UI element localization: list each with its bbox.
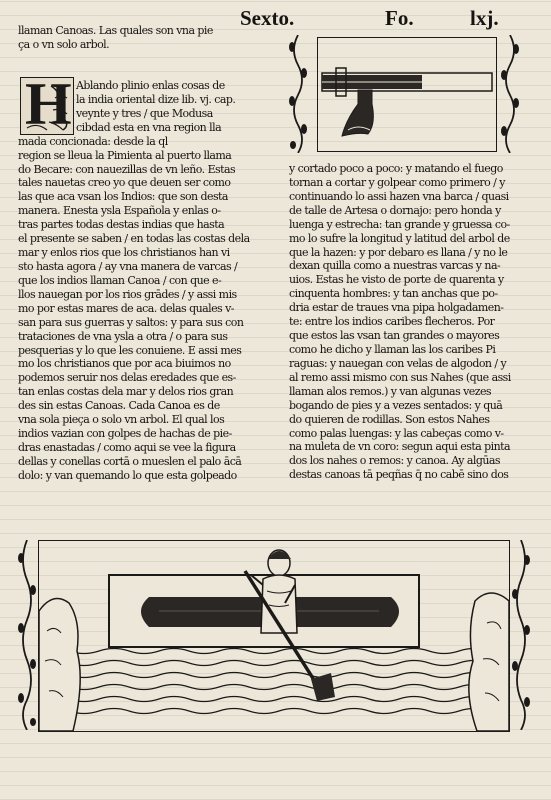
text-line: tales nauetas creo yo que deuen ser como: [18, 176, 231, 190]
canoe-illustration: [38, 540, 510, 732]
text-line: la india oriental dize lib. vj. cap.: [76, 92, 236, 106]
text-line: dexan quilla como a nuestras varcas y na-: [289, 259, 501, 273]
text-line: de talle de Artesa o dornajo: pero honda y: [289, 203, 501, 217]
vine-border-bottom-left: [17, 540, 37, 730]
text-line: luenga y estrecha: tan grande y gruessa co-: [289, 217, 510, 231]
text-line: llaman alos remos.) y van algunas vezes: [289, 384, 492, 398]
text-line: cibdad esta en vna region lla: [76, 120, 222, 134]
text-line: continuando lo assi hazen vna barca / quasi: [289, 189, 509, 203]
vine-ornament-icon: [511, 540, 531, 730]
vine-border-bottom-right: [511, 540, 531, 730]
running-title: Sexto.: [240, 6, 295, 30]
text-line: manera. Enesta ysla Española y enlas o-: [18, 204, 221, 218]
text-line: dras enastadas / como aqui se vee la figura: [18, 440, 236, 454]
text-line: do quieren de rodillas. Son estos Nahes: [289, 412, 490, 426]
text-line: bogando de pies y a vezes sentados: y quā: [289, 398, 503, 412]
text-line: ça o vn solo arbol.: [18, 37, 110, 51]
text-line: dolo: y van quemando lo que esta golpeado: [18, 468, 237, 482]
dropcap-letter: H: [25, 77, 72, 135]
text-line: dos los nahes o remos: y canoa. Ay algūas: [289, 454, 501, 468]
vine-border-left: [288, 35, 308, 153]
text-line: tan enlas costas dela mar y delos rios gran: [18, 385, 234, 399]
vine-ornament-icon: [17, 540, 37, 730]
text-line: Ablando plinio enlas cosas de: [76, 79, 225, 92]
text-line: uios. Estas he visto de porte de quarenta y: [289, 273, 504, 287]
text-line: sto hasta agora / ay vna manera de varcas /: [18, 259, 238, 273]
text-line: como he dicho y llaman las los caribes Pi: [289, 342, 496, 356]
text-line: podemos seruir nos delas eredades que es-: [18, 371, 236, 385]
text-line: destas canoas tā peqñas q̄ no cabē sino dos: [289, 468, 509, 482]
text-line: el presente se saben / en todas las costas dela: [18, 232, 250, 246]
canoe-rower-icon: [39, 541, 509, 731]
text-line: que estos las vsan tan grandes o mayores: [289, 329, 500, 343]
text-line: san para sus guerras y saltos: y para sus con: [18, 315, 244, 329]
text-line: pesquerias y lo que les conuiene. E assi mes: [18, 343, 242, 357]
text-line: des sin estas Canoas. Cada Canoa es de: [18, 399, 220, 413]
text-line: mo lo sufre la longitud y latitud del arbol de: [289, 231, 510, 245]
left-column: [18, 79, 288, 483]
text-line: trataciones de vna ysla a otra / o para sus: [18, 329, 228, 343]
axe-icon: [318, 38, 496, 151]
text-line: raguas: y nauegan con velas de algodon / y: [289, 356, 507, 370]
vine-border-right: [500, 35, 520, 153]
text-line: mo por estas mares de aca. delas quales v-: [18, 301, 234, 315]
text-line: dellas y conellas cortā o mueslen el palo ācā: [18, 454, 242, 468]
text-line: do Becare: con nauezillas de vn leño. Estas: [18, 162, 236, 176]
text-line: te: entre los indios caribes flecheros. Por: [289, 315, 495, 329]
text-line: que la hazen: y por debaro es llana / y no le: [289, 245, 508, 259]
right-column: [289, 162, 529, 482]
text-line: como palas luengas: y las cabeças como v-: [289, 426, 504, 440]
text-line: mo los christianos que por aca biuimos no: [18, 357, 231, 371]
text-line: vna sola pieça o solo vn arbol. El qual los: [18, 413, 225, 427]
text-line: na muleta de vn coro: segun aqui esta pinta: [289, 440, 511, 454]
vine-ornament-icon: [500, 35, 520, 153]
text-line: veynte y tres / que Modusa: [76, 106, 213, 120]
text-line: mada concionada: desde la ql: [18, 134, 168, 148]
text-line: llaman Canoas. Las quales son vna pie: [18, 24, 213, 37]
folio-number: lxj.: [470, 6, 499, 30]
left-column-intro: [18, 24, 286, 52]
text-line: tornan a cortar y golpear como primero / y: [289, 175, 505, 189]
vine-ornament-icon: [288, 35, 308, 153]
text-line: mar y enlos rios que los christianos han vi: [18, 246, 230, 260]
text-line: llos nauegan por los rios grādes / y assi mis: [18, 287, 237, 301]
text-line: tras partes todas destas indias que hasta: [18, 218, 225, 232]
text-line: y cortado poco a poco: y matando el fuego: [289, 162, 503, 175]
text-line: dria estar de traues vna pipa holgadamen-: [289, 301, 504, 315]
text-line: que los indios llaman Canoa / con que e-: [18, 273, 222, 287]
text-line: al remo assi mismo con sus Nahes (que assi: [289, 370, 511, 384]
text-line: indios vazian con golpes de hachas de pie-: [18, 427, 232, 441]
text-line: las que aca vsan los Indios: que son desta: [18, 190, 228, 204]
axe-illustration: [317, 37, 497, 152]
text-line: cinquenta hombres: y tan anchas que po-: [289, 287, 498, 301]
text-line: region se lleua la Pimienta al puerto llama: [18, 148, 232, 162]
folio-label: Fo.: [385, 6, 414, 30]
